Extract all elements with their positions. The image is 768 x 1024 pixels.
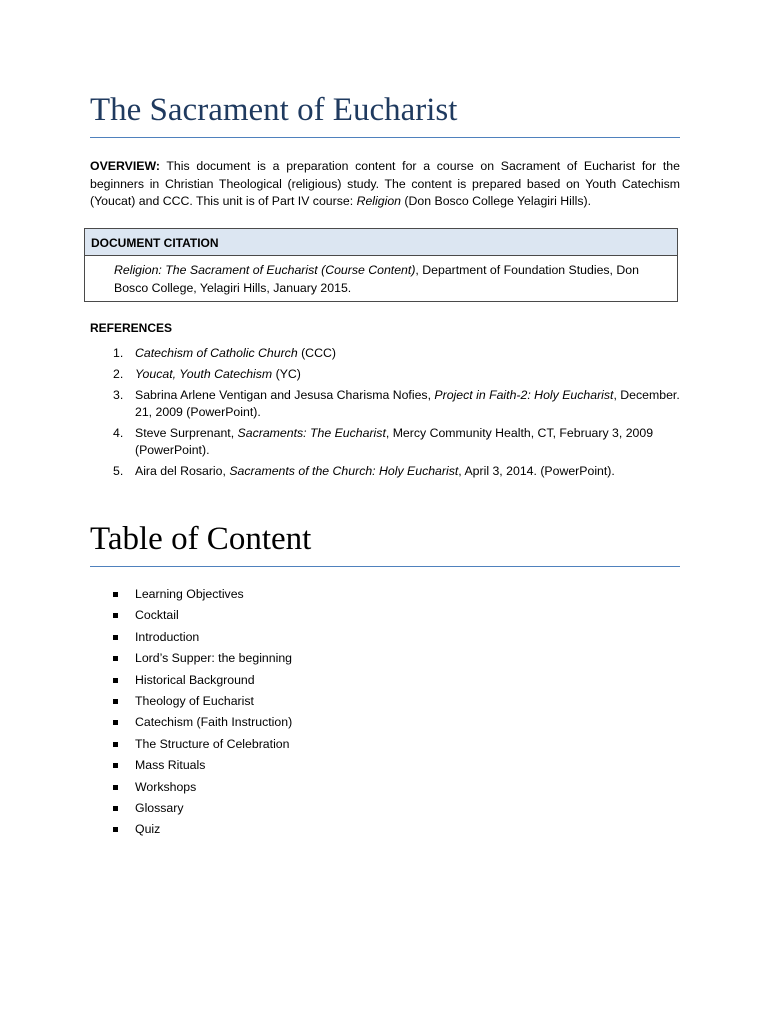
overview-text-end: (Don Bosco College Yelagiri Hills). <box>401 194 592 208</box>
reference-details: , April 3, 2014. (PowerPoint). <box>458 464 615 478</box>
reference-item <box>90 366 680 383</box>
reference-item <box>90 345 680 362</box>
square-bullet-icon <box>113 592 118 597</box>
reference-number: 4. <box>113 426 124 440</box>
square-bullet-icon <box>113 613 118 618</box>
toc-list <box>90 586 292 843</box>
toc-item <box>90 586 292 607</box>
overview-text: This document is a preparation content for a course on Sacrament of Eucharist for the beginners in Christian Theological (religious) study. The content is prepared based on Youth Catechism (Youcat) and CCC. This unit is of Part IV course: <box>90 159 680 208</box>
toc-title: Table of Content <box>90 521 312 557</box>
reference-item <box>90 425 680 459</box>
overview-paragraph <box>90 158 680 211</box>
toc-item-label: Workshops <box>135 779 197 794</box>
toc-item-label: Introduction <box>135 629 200 644</box>
toc-item-label: The Structure of Celebration <box>135 736 290 751</box>
reference-title: Sacraments of the Church: Holy Eucharist <box>229 464 459 478</box>
square-bullet-icon <box>113 635 118 640</box>
citation-title: Religion: The Sacrament of Eucharist (Course Content) <box>114 263 416 277</box>
reference-details: (CCC) <box>297 346 336 360</box>
toc-item <box>90 629 292 650</box>
toc-item <box>90 821 292 842</box>
toc-item <box>90 714 292 735</box>
reference-title: Project in Faith-2: Holy Eucharist <box>434 388 614 402</box>
reference-title: Youcat, Youth Catechism <box>135 367 273 381</box>
toc-item <box>90 800 292 821</box>
square-bullet-icon <box>113 678 118 683</box>
toc-item-label: Glossary <box>135 800 184 815</box>
reference-item <box>90 463 680 480</box>
reference-item <box>90 387 680 421</box>
reference-author: Steve Surprenant, <box>135 426 238 440</box>
reference-details: (YC) <box>272 367 301 381</box>
reference-number: 5. <box>113 464 124 478</box>
reference-details: , December. 21, 2009 (PowerPoint). <box>135 388 680 419</box>
toc-item-label: Historical Background <box>135 672 255 687</box>
toc-item-label: Catechism (Faith Instruction) <box>135 715 293 730</box>
toc-item <box>90 779 292 800</box>
square-bullet-icon <box>113 656 118 661</box>
toc-item <box>90 693 292 714</box>
overview-label: OVERVIEW: <box>90 159 160 173</box>
toc-item-label: Lord’s Supper: the beginning <box>135 651 293 666</box>
references-heading: REFERENCES <box>90 321 173 335</box>
toc-item-label: Mass Rituals <box>135 758 206 773</box>
toc-item <box>90 736 292 757</box>
reference-author: Sabrina Arlene Ventigan and Jesusa Charisma Nofies, <box>135 388 435 402</box>
square-bullet-icon <box>113 785 118 790</box>
reference-details: , Mercy Community Health, CT, February 3, 2009 (PowerPoint). <box>135 426 654 457</box>
reference-author: Aira del Rosario, <box>135 464 230 478</box>
citation-details: , Department of Foundation Studies, Don Bosco College, Yelagiri Hills, January 2015. <box>114 263 639 295</box>
square-bullet-icon <box>113 806 118 811</box>
square-bullet-icon <box>113 763 118 768</box>
reference-number: 2. <box>113 367 124 381</box>
toc-item <box>90 607 292 628</box>
reference-title: Sacraments: The Eucharist <box>237 426 386 440</box>
toc-item-label: Theology of Eucharist <box>135 693 254 708</box>
citation-text <box>85 256 677 297</box>
title-divider <box>90 137 680 138</box>
toc-item-label: Learning Objectives <box>135 587 244 601</box>
overview-course: Religion <box>356 194 401 208</box>
citation-heading: DOCUMENT CITATION <box>85 229 677 256</box>
reference-title: Catechism of Catholic Church <box>135 346 298 360</box>
square-bullet-icon <box>113 827 118 832</box>
citation-box <box>84 228 678 302</box>
document-title: The Sacrament of Eucharist <box>90 92 458 128</box>
reference-number: 1. <box>113 346 124 360</box>
toc-item-label: Cocktail <box>135 608 179 623</box>
square-bullet-icon <box>113 742 118 747</box>
square-bullet-icon <box>113 720 118 725</box>
toc-item <box>90 757 292 778</box>
toc-divider <box>90 566 680 567</box>
square-bullet-icon <box>113 699 118 704</box>
reference-number: 3. <box>113 388 124 402</box>
toc-item-label: Quiz <box>135 822 161 837</box>
toc-item <box>90 650 292 671</box>
toc-item <box>90 672 292 693</box>
references-list <box>90 345 680 484</box>
